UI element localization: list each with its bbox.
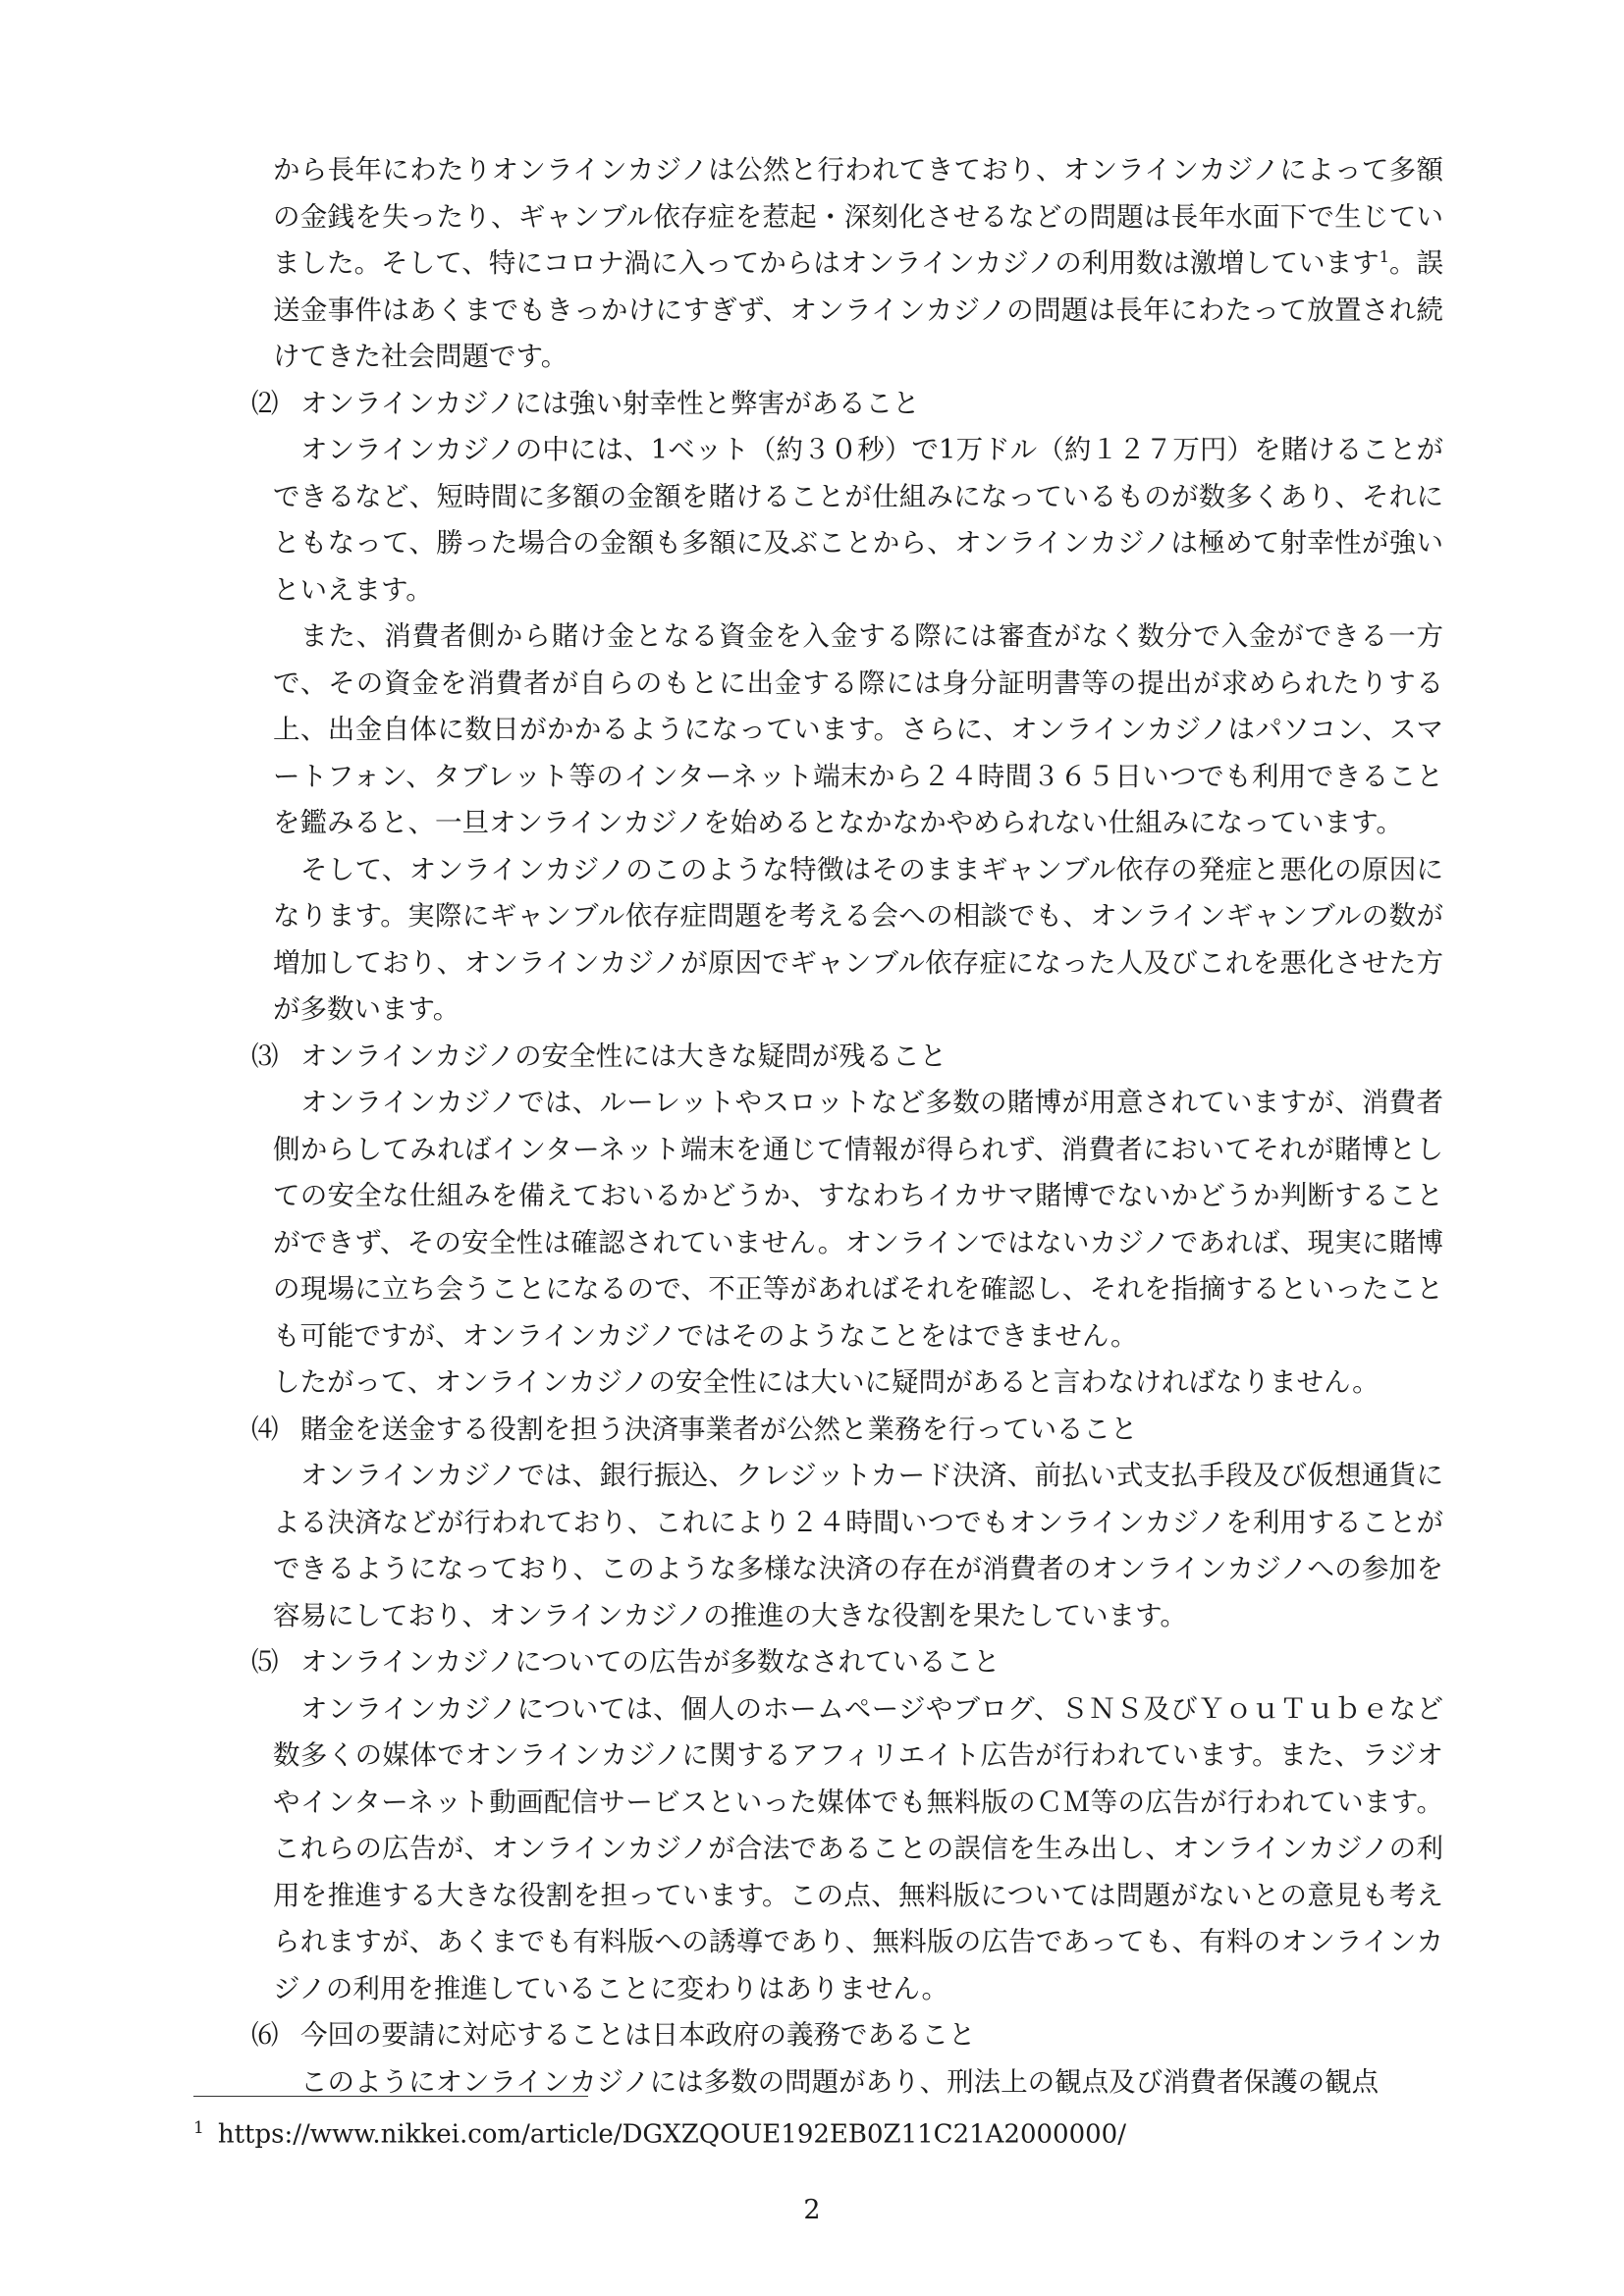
section-heading-3: [251, 1034, 1443, 1081]
paragraph: オンラインカジノの中には、1ベット（約３０秒）で1万ドル（約１２７万円）を賭けることができるなど、短時間に多額の金額を賭けることが仕組みになっているものが数多くあり、それにともなって、勝った場合の金額も多額に及ぶことから、オンラインカジノは極めて射幸性が強いといえます。: [273, 434, 1443, 606]
section-heading-5: [251, 1639, 1443, 1686]
paragraph: オンラインカジノでは、ルーレットやスロットなど多数の賭博が用意されていますが、消費者側からしてみればインターネット端末を通じて情報が得られず、消費者においてそれが賭博としての安全な仕組みを備えておいるかどうか、すなわちイカサマ賭博でないかどうか判断することができず、その安全性は確認されていません。オンラインではないカジノであれば、現実に賭博の現場に立ち会うことになるので、不正等があればそれを確認し、それを指摘するといったことも可能ですが、オンラインカジノではそのようなことをはできません。: [273, 1087, 1443, 1352]
section-number: ⑷: [251, 1413, 279, 1445]
section-number: ⑵: [251, 387, 279, 419]
section-heading-2: [251, 381, 1443, 428]
section-number: ⑶: [251, 1040, 279, 1072]
footnote: [193, 2118, 1126, 2150]
section-title: オンラインカジノの安全性には大きな疑問が残ること: [300, 1040, 947, 1072]
section-heading-4: [251, 1407, 1443, 1454]
section-title: オンラインカジノについての広告が多数なされていること: [300, 1646, 1001, 1678]
footnote-reference: 1: [1379, 246, 1389, 266]
section-title: オンラインカジノには強い射幸性と弊害があること: [300, 387, 920, 419]
paragraph: そして、オンラインカジノのこのような特徴はそのままギャンブル依存の発症と悪化の原因になります。実際にギャンブル依存症問題を考える会への相談でも、オンラインギャンブルの数が増加しており、オンラインカジノが原因でギャンブル依存症になった人及びこれを悪化させた方が多数います。: [273, 853, 1443, 1025]
paragraph-text-tail: 。誤送金事件はあくまでもきっかけにすぎず、オンラインカジノの問題は長年にわたって放置され続けてきた社会問題です。: [273, 247, 1444, 372]
footnote-divider: [193, 2096, 588, 2097]
section-number: ⑹: [251, 2019, 279, 2051]
section-title: 賭金を送金する役割を担う決済事業者が公然と業務を行っていること: [300, 1413, 1138, 1445]
paragraph: また、消費者側から賭け金となる資金を入金する際には審査がなく数分で入金ができる一方で、その資金を消費者が自らのもとに出金する際には身分証明書等の提出が求められたりする上、出金自体に数日がかかるようになっています。さらに、オンラインカジノはパソコン、スマートフォン、タブレット等のインターネット端末から２４時間３６５日いつでも利用できることを鑑みると、一旦オンラインカジノを始めるとなかなかやめられない仕組みになっています。: [273, 620, 1443, 838]
footnote-link[interactable]: https://www.nikkei.com/article/DGXZQOUE192EB0Z11C21A2000000/: [217, 2119, 1126, 2150]
section-number: ⑸: [251, 1646, 279, 1678]
paragraph: このようにオンラインカジノには多数の問題があり、刑法上の観点及び消費者保護の観点: [300, 2065, 1380, 2098]
section-heading-6: [251, 2012, 1443, 2059]
paragraph-text: から長年にわたりオンラインカジノは公然と行われてきており、オンラインカジノによって多額の金銭を失ったり、ギャンブル依存症を惹起・深刻化させるなどの問題は長年水面下で生じていました。そして、特にコロナ渦に入ってからはオンラインカジノの利用数は激増しています: [273, 154, 1443, 279]
paragraph: オンラインカジノについては、個人のホームページやブログ、ＳＮＳ及びＹｏｕＴｕｂｅなど数多くの媒体でオンラインカジノに関するアフィリエイト広告が行われています。また、ラジオやインターネット動画配信サービスといった媒体でも無料版のＣＭ等の広告が行われています。これらの広告が、オンラインカジノが合法であることの誤信を生み出し、オンラインカジノの利用を推進する大きな役割を担っています。この点、無料版については問題がないとの意見も考えられますが、あくまでも有料版への誘導であり、無料版の広告であっても、有料のオンラインカジノの利用を推進していることに変わりはありません。: [273, 1692, 1443, 2004]
page-number: 2: [803, 2195, 821, 2225]
section-title: 今回の要請に対応することは日本政府の義務であること: [300, 2019, 976, 2051]
paragraph: オンラインカジノでは、銀行振込、クレジットカード決済、前払い式支払手段及び仮想通貨による決済などが行われており、これにより２４時間いつでもオンラインカジノを利用することができるようになっており、このような多様な決済の存在が消費者のオンラインカジノへの参加を容易にしており、オンラインカジノの推進の大きな役割を果たしています。: [273, 1460, 1443, 1631]
footnote-mark: 1: [193, 2118, 204, 2138]
paragraph-continuation: [273, 147, 1443, 381]
paragraph: したがって、オンラインカジノの安全性には大いに疑問があると言わなければなりません。: [273, 1366, 1380, 1398]
body-text: [251, 147, 1444, 2106]
